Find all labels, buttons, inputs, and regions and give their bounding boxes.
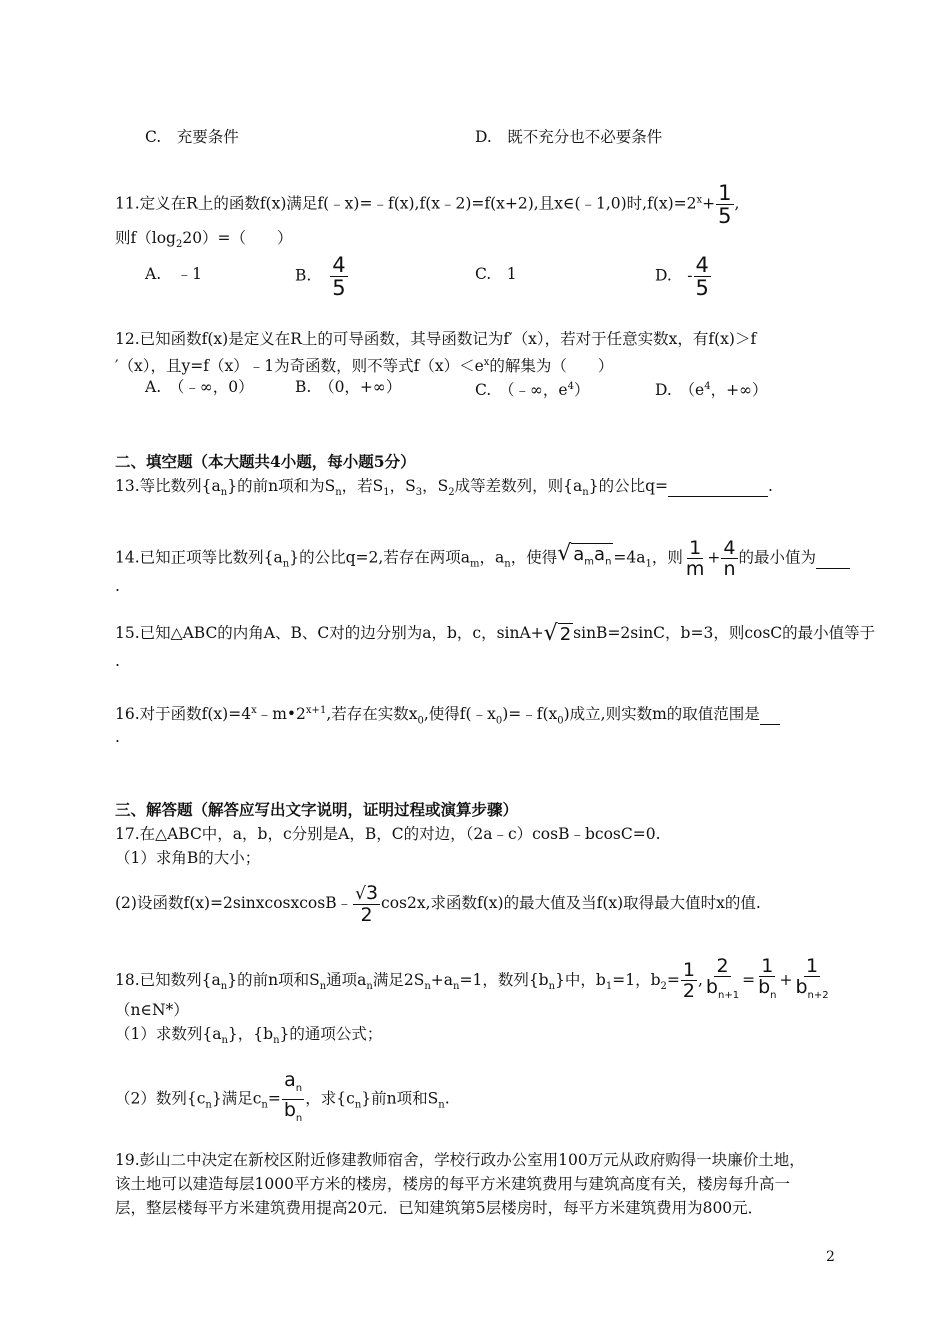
- q14-answer-blank: [816, 548, 850, 569]
- q11-option-c: C. 1: [475, 265, 517, 283]
- q14-dot: .: [115, 577, 120, 595]
- q11-line2: 则$f(\log_220)=$（ ）: [115, 229, 293, 251]
- q13: 13.等比数列$\{a_n\}$的前n项和为$S_n$，若$S_1$，$S_3$，$S_2$成等差数列，则$\{a_n\}$的公比q= .: [115, 477, 773, 499]
- q16-dot: .: [115, 728, 120, 746]
- q17-line2: （1）求角B的大小；: [115, 849, 261, 867]
- q18-line4: （2）数列$\{c_n\}$满足$c_n=$ $\frac{a_n}{b_n}$ ，求$\{c_n\}$前n项和$S_n$.: [115, 1069, 450, 1124]
- q12-option-d: D. （$e^4$，+∞）: [655, 381, 768, 400]
- section-2-title: 二、填空题（本大题共4小题，每小题5分）: [115, 452, 416, 471]
- q16-answer-blank: [760, 704, 780, 725]
- q14-sqrt: √ $a_ma_n$: [557, 541, 612, 568]
- q15-dot: .: [115, 652, 120, 670]
- q13-answer-blank: [668, 476, 768, 497]
- q11-option-d: D. - $\frac{4}{5}$: [655, 253, 709, 300]
- q18-line3: （1）求数列$\{a_n\}$，$\{b_n\}$的通项公式；: [115, 1025, 383, 1047]
- q11-option-a: A. ﹣1: [145, 265, 202, 283]
- q12-option-c: C. （﹣∞，$e^4$）: [475, 381, 590, 400]
- q19-line3: 层，整层楼每平方米建筑费用提高20元．已知建筑第5层楼房时，每平方米建筑费用为800元．: [115, 1199, 764, 1217]
- q11-fraction: $\frac{1}{5}$: [718, 181, 732, 228]
- q16: 16.对于函数$f(x)=4^x﹣m•2^{x+1}$,若存在实数$x_0$,使得$f(﹣x_0)=﹣f(x_0)$成立,则实数m的取值范围是: [115, 701, 780, 731]
- q19-line2: 该土地可以建造每层1000平方米的楼房，楼房的每平方米建筑费用与建筑高度有关，楼房每升高一: [115, 1175, 790, 1193]
- q12-line1: 12.已知函数f(x)是定义在R上的可导函数，其导函数记为f′（x），若对于任意实数x，有f(x)＞f: [115, 330, 757, 348]
- q10-option-d: D. 既不充分也不必要条件: [475, 128, 663, 146]
- q11-option-b: B. $\frac{4}{5}$: [295, 253, 346, 300]
- q12-option-a: A. （﹣∞，0）: [145, 378, 254, 396]
- q17-line3: (2)设函数f(x)=2sinxcosxcosB﹣ $\frac{√3}{2}$ cos2x,求函数f(x)的最大值及当f(x)取得最大值时x的值.: [115, 882, 761, 926]
- q19-line1: 19.彭山二中决定在新校区附近修建教师宿舍，学校行政办公室用100万元从政府购得一块廉价土地，: [115, 1151, 805, 1169]
- q14: 14.已知正项等比数列$\{a_n\}$的公比q=2,若存在两项$a_m$，$a_n$，使得√ $a_ma_n =4a_1$，则 $\frac{1}{m}$ + $\frac{4}{n}$ 的最小值为: [115, 538, 850, 579]
- q18-line2: （n∈N*）: [115, 1001, 189, 1019]
- section-3-title: 三、解答题（解答应写出文字说明，证明过程或演算步骤）: [115, 800, 519, 819]
- q12-line2: ′（x），且y=f（x）﹣1为奇函数，则不等式$f(x)<e^x$的解集为（ ）: [115, 357, 614, 376]
- q12-option-b: B. （0，+∞）: [295, 378, 402, 396]
- q10-option-c: C. 充要条件: [145, 128, 239, 146]
- q11-stem: 11.定义在R上的函数f(x)满足f(﹣x)=﹣f(x),f(x﹣2)=f(x+2),且x∈(﹣1,0)时$,f(x)=2^x+$ $\frac{1}{5}$ ,: [115, 181, 740, 228]
- q15: 15.已知△ABC的内角A、B、C对的边分别为a，b，c，sinA+√ 2 sinB=2sinC，b=3，则cosC的最小值等于: [115, 620, 876, 646]
- q17-line1: 17.在△ABC中，a，b，c分别是A，B，C的对边，（2a﹣c）cosB﹣bcosC=0.: [115, 825, 661, 843]
- q18-line1: 18.已知数列$\{a_n\}$的前n项和$S_n$通项$a_n$满足$2S_n+a_n=1$，数列$\{b_n\}$中，$b_1=1$，$b_2=$ $\frac{1}{2}$ , $\frac{2}{b_{n+1}}$ = $\frac{1}{b_n}$ + $\frac{1}{b_{n+2}}$: [115, 955, 829, 1003]
- page-number: 2: [826, 1249, 835, 1265]
